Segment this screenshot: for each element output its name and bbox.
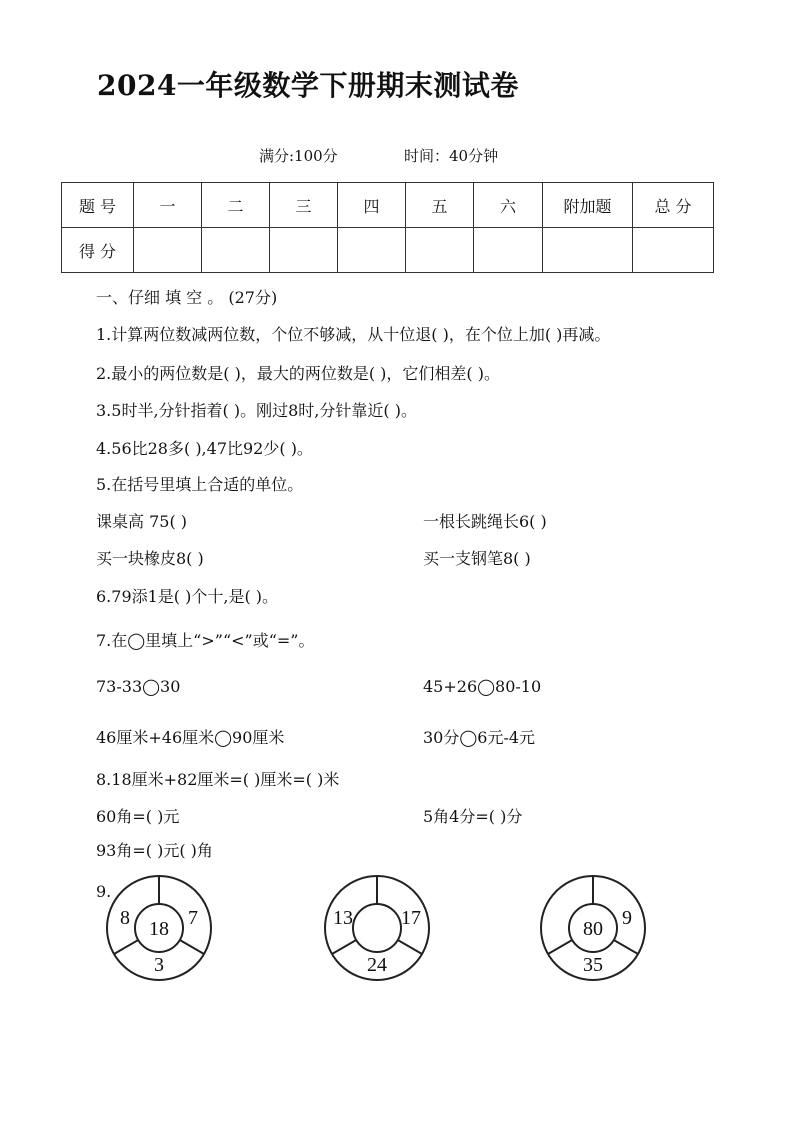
question-3: 3.5时半,分针指着( )。刚过8时,分针靠近( )。: [96, 401, 417, 420]
question-2: 2.最小的两位数是( )，最大的两位数是( )，它们相差( )。: [96, 364, 500, 383]
score-table-header-row: [62, 183, 714, 228]
wheel-divider: [332, 940, 356, 954]
score-cell[interactable]: [543, 228, 633, 273]
question-7a: 73-33◯30: [96, 677, 181, 696]
score-table-score-row: [62, 228, 714, 273]
wheel-left-number: 13: [333, 907, 353, 929]
wheel-inner-circle: [353, 904, 401, 952]
question-5b: 一根长跳绳长6( ): [423, 512, 547, 531]
wheel-divider: [398, 940, 422, 954]
wheel-center-number: 18: [149, 918, 169, 940]
question-5c: 买一块橡皮8( ): [96, 549, 204, 568]
question-7c: 46厘米+46厘米◯90厘米: [96, 728, 285, 747]
score-cell[interactable]: [406, 228, 474, 273]
score-cell[interactable]: [270, 228, 338, 273]
header-cell: 一: [134, 183, 202, 228]
header-cell: 四: [338, 183, 406, 228]
header-cell: 二: [202, 183, 270, 228]
header-cell: 五: [406, 183, 474, 228]
question-7: 7.在◯里填上“>”“<”或“=”。: [96, 631, 315, 650]
full-score: 满分:100分: [259, 147, 338, 165]
question-7b: 45+26◯80-10: [423, 677, 542, 696]
question-9: 9.: [96, 882, 112, 901]
wheel-bottom-number: 24: [367, 954, 387, 976]
score-cell[interactable]: [338, 228, 406, 273]
question-5a: 课桌高 75( ): [96, 512, 188, 531]
wheel-divider: [180, 940, 204, 954]
question-8a: 60角=( )元: [96, 807, 180, 826]
wheel-divider: [114, 940, 138, 954]
question-8c: 93角=( )元( )角: [96, 841, 213, 860]
score-cell[interactable]: [474, 228, 543, 273]
question-5: 5.在括号里填上合适的单位。: [96, 475, 304, 494]
question-1: 1.计算两位数减两位数，个位不够减，从十位退( )，在个位上加( )再减。: [96, 325, 611, 344]
wheel-center-number: 80: [583, 918, 603, 940]
page-title: 2024一年级数学下册期末测试卷: [97, 69, 519, 102]
header-cell: 附加题: [543, 183, 633, 228]
score-cell[interactable]: [202, 228, 270, 273]
question-4: 4.56比28多( ),47比92少( )。: [96, 439, 313, 458]
wheel-divider: [614, 940, 638, 954]
question-5d: 买一支钢笔8( ): [423, 549, 531, 568]
score-cell[interactable]: [633, 228, 714, 273]
row-label: 得 分: [62, 228, 134, 273]
question-8: 8.18厘米+82厘米=( )厘米=( )米: [96, 770, 340, 789]
wheel-bottom-number: 35: [583, 954, 603, 976]
question-7d: 30分◯6元-4元: [423, 728, 536, 747]
wheel-right-number: 9: [622, 907, 632, 929]
question-8b: 5角4分=( )分: [423, 807, 523, 826]
header-cell: 总 分: [633, 183, 714, 228]
time-limit: 时间：40分钟: [404, 147, 499, 165]
score-cell[interactable]: [134, 228, 202, 273]
header-cell: 六: [474, 183, 543, 228]
number-wheels: [96, 870, 656, 995]
question-6: 6.79添1是( )个十,是( )。: [96, 587, 279, 606]
wheel-divider: [548, 940, 572, 954]
wheel-right-number: 7: [188, 907, 198, 929]
wheel-right-number: 17: [401, 907, 421, 929]
wheel-left-number: 8: [120, 907, 130, 929]
header-cell: 三: [270, 183, 338, 228]
wheel-bottom-number: 3: [154, 954, 164, 976]
section-heading: 一、仔细 填 空 。 (27分): [96, 288, 278, 307]
score-table: [61, 182, 714, 273]
header-cell: 题 号: [62, 183, 134, 228]
